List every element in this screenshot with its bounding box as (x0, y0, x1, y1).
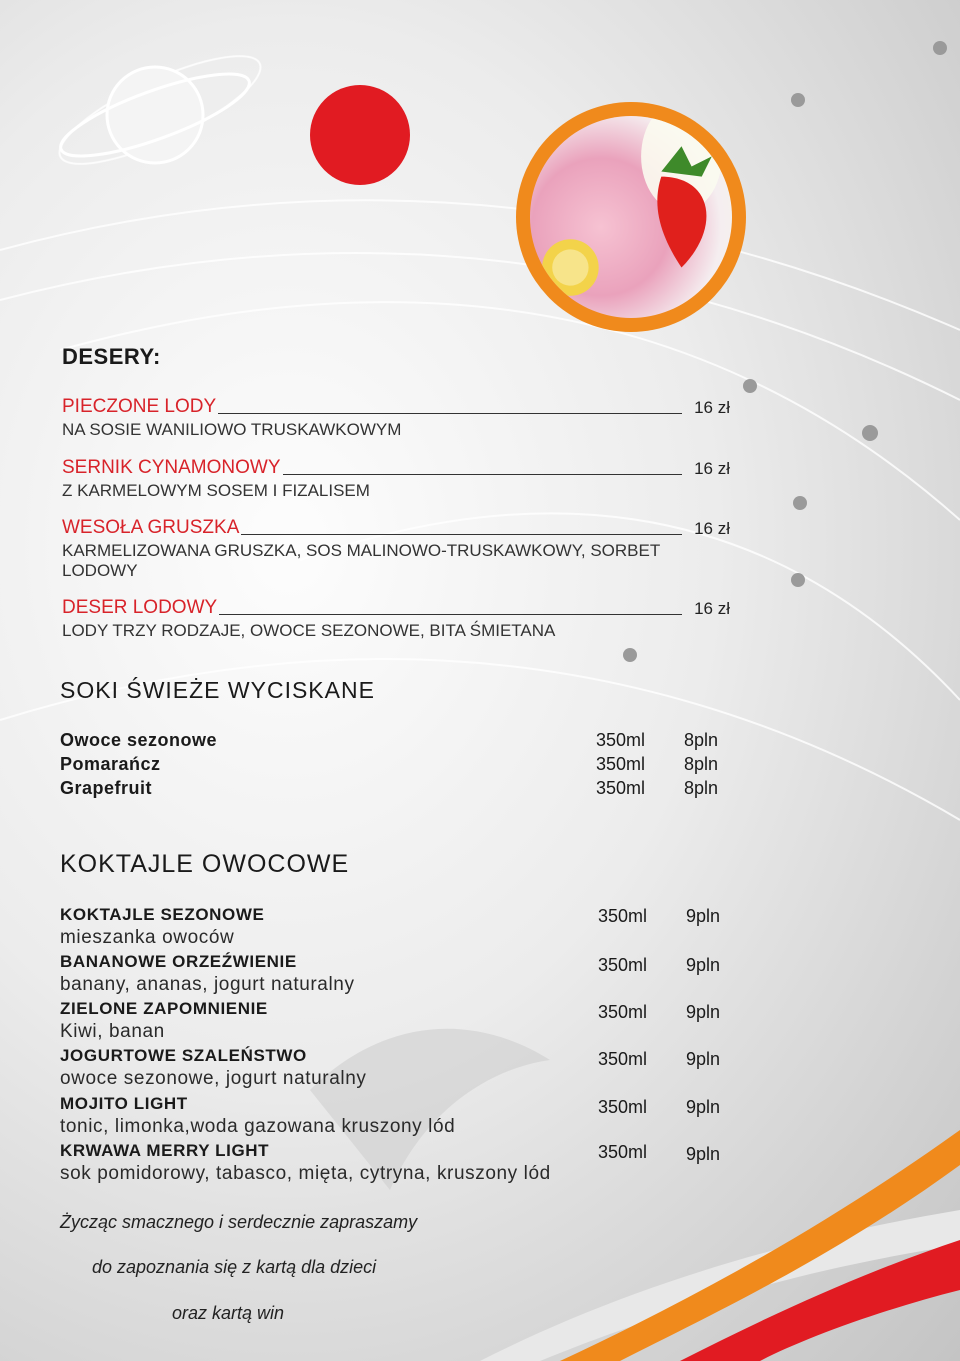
cocktail-item (60, 998, 740, 1044)
closing-line-1: Życząc smacznego i serdecznie zapraszamy (60, 1212, 418, 1232)
dessert-name: SERNIK CYNAMONOWY (62, 457, 281, 478)
dessert-name: DESER LODOWY (62, 597, 218, 618)
dessert-name: PIECZONE LODY (62, 396, 217, 417)
juice-price: 8pln (684, 730, 719, 750)
cocktail-volume: 350ml (598, 906, 648, 926)
dessert-price: 16 zł (694, 519, 730, 538)
juice-price: 8pln (684, 754, 719, 774)
dessert-description: KARMELIZOWANA GRUSZKA, SOS MALINOWO-TRUSKAWKOWY, SORBET LODOWY (62, 541, 660, 580)
cocktail-price: 9pln (686, 1144, 721, 1164)
cocktail-description: sok pomidorowy, tabasco, mięta, cytryna, kruszony lód (60, 1163, 551, 1184)
red-sphere (310, 85, 410, 185)
cocktail-item (60, 951, 740, 997)
juice-volume: 350ml (596, 754, 646, 774)
cocktail-price: 9pln (686, 1002, 721, 1022)
dessert-description: NA SOSIE WANILIOWO TRUSKAWKOWYM (62, 420, 402, 439)
smoothie-photo (530, 116, 732, 318)
dessert-name: WESOŁA GRUSZKA (62, 517, 240, 538)
closing-line-3: oraz kartą win (172, 1303, 285, 1323)
cocktail-item (60, 904, 740, 950)
cocktail-volume: 350ml (598, 955, 648, 975)
cocktail-price: 9pln (686, 1097, 721, 1117)
cocktail-item (60, 1140, 740, 1186)
cocktail-name: JOGURTOWE SZALEŃSTWO (60, 1046, 307, 1065)
cocktail-price: 9pln (686, 1049, 721, 1069)
dot-leader (218, 413, 682, 414)
dessert-item (62, 396, 730, 440)
juice-price: 8pln (684, 778, 719, 798)
cocktail-item (60, 1093, 740, 1139)
cocktail-description: owoce sezonowe, jogurt naturalny (60, 1068, 367, 1089)
dessert-price: 16 zł (694, 599, 730, 618)
globe-icon (53, 58, 257, 172)
cocktail-name: KOKTAJLE SEZONOWE (60, 905, 265, 924)
dot-leader (283, 474, 682, 475)
cocktail-price: 9pln (686, 955, 721, 975)
juice-name: Grapefruit (60, 778, 153, 798)
juice-item (60, 778, 740, 802)
dessert-description: Z KARMELOWYM SOSEM I FIZALISEM (62, 481, 370, 500)
cocktail-volume: 350ml (598, 1142, 648, 1162)
cocktail-volume: 350ml (598, 1097, 648, 1117)
juices-heading: SOKI ŚWIEŻE WYCISKANE (60, 677, 375, 703)
dessert-item (62, 517, 730, 581)
juice-name: Pomarańcz (60, 754, 161, 774)
dot-leader (219, 614, 682, 615)
smoothie-photo-frame (516, 102, 746, 332)
juice-item (60, 730, 740, 754)
cocktail-item (60, 1045, 740, 1091)
desserts-heading: DESERY: (62, 344, 161, 369)
cocktail-description: banany, ananas, jogurt naturalny (60, 974, 355, 995)
cocktail-volume: 350ml (598, 1049, 648, 1069)
juice-name: Owoce sezonowe (60, 730, 218, 750)
cocktail-name: KRWAWA MERRY LIGHT (60, 1141, 270, 1160)
cocktail-description: tonic, limonka,woda gazowana kruszony lód (60, 1116, 456, 1137)
cocktail-name: ZIELONE ZAPOMNIENIE (60, 999, 268, 1018)
cocktails-heading: KOKTAJLE OWOCOWE (60, 850, 350, 878)
juice-item (60, 754, 740, 778)
cocktail-description: Kiwi, banan (60, 1021, 165, 1042)
juice-volume: 350ml (596, 730, 646, 750)
dessert-description: LODY TRZY RODZAJE, OWOCE SEZONOWE, BITA ŚMIETANA (62, 621, 556, 640)
cocktail-description: mieszanka owoców (60, 927, 235, 948)
cocktail-price: 9pln (686, 906, 721, 926)
dot-leader (241, 534, 682, 535)
dessert-price: 16 zł (694, 459, 730, 478)
cocktail-name: BANANOWE ORZEŹWIENIE (60, 952, 297, 971)
closing-line-2: do zapoznania się z kartą dla dzieci (92, 1257, 377, 1277)
dessert-item (62, 597, 730, 641)
dessert-item (62, 457, 730, 501)
dessert-price: 16 zł (694, 398, 730, 417)
cocktail-name: MOJITO LIGHT (60, 1094, 188, 1113)
cocktail-volume: 350ml (598, 1002, 648, 1022)
juice-volume: 350ml (596, 778, 646, 798)
